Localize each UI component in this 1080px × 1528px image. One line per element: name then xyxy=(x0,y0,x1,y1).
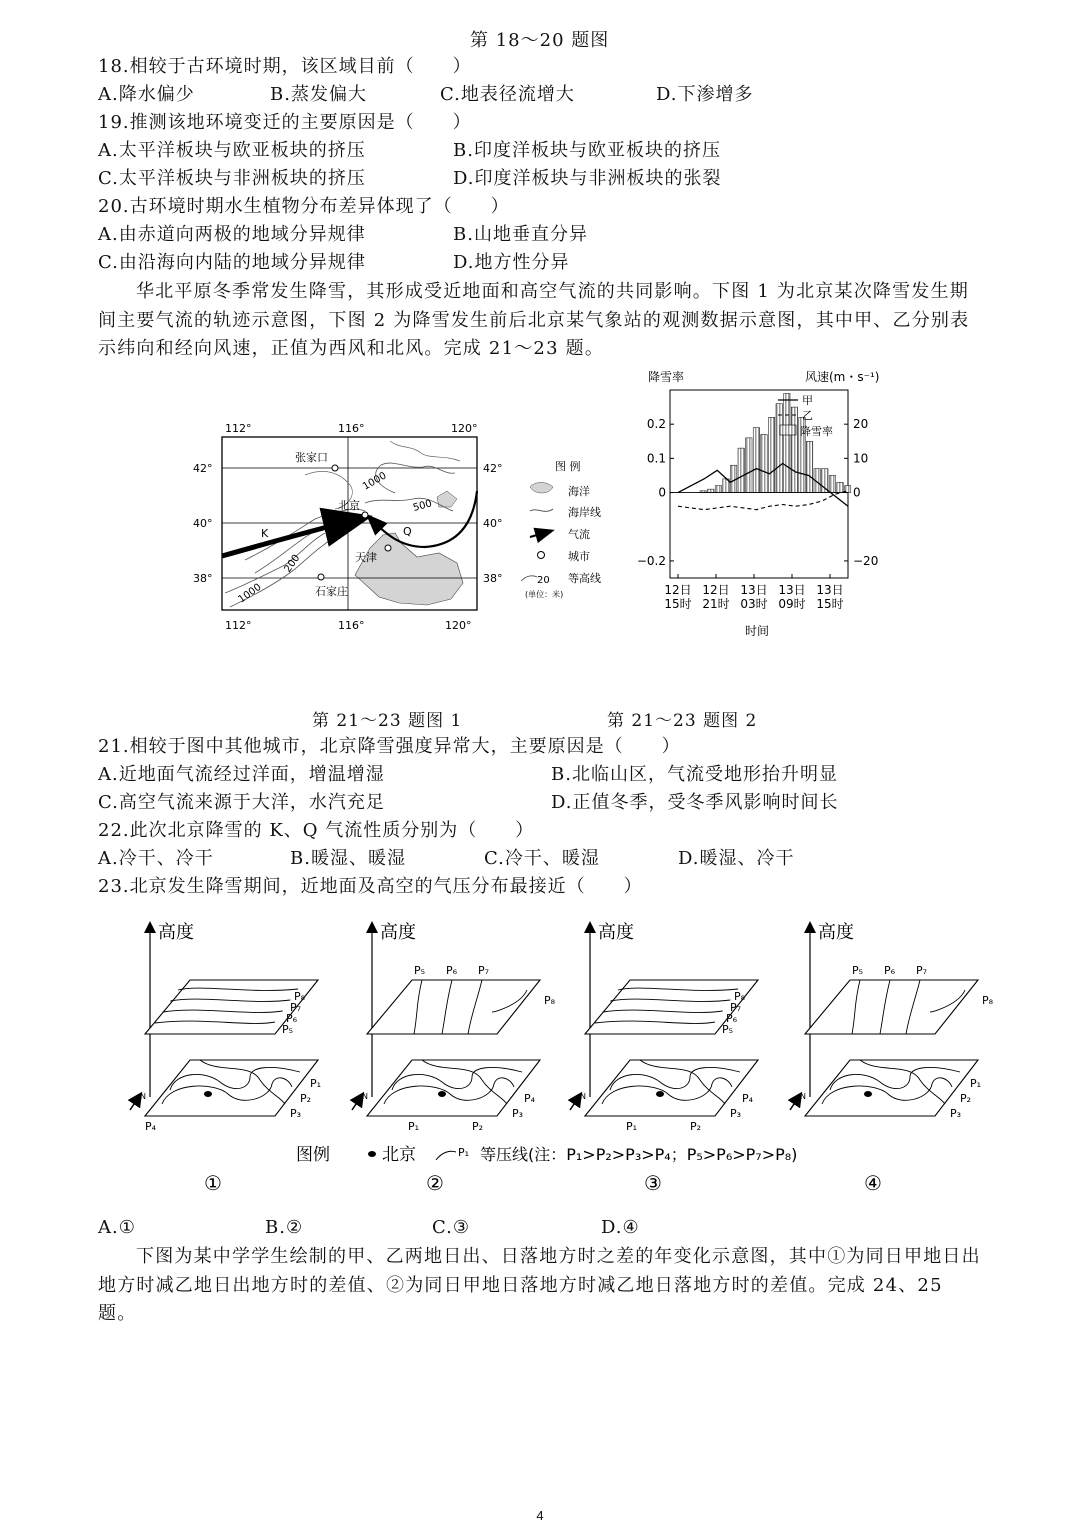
q18-option-a[interactable]: A.降水偏少 xyxy=(98,84,195,105)
isobar-label-p4: P₄ xyxy=(524,1092,536,1105)
snow-rate-bar xyxy=(753,428,759,493)
legend-beijing-marker xyxy=(368,1151,376,1157)
q21-option-b[interactable]: B.北临山区，气流受地形抬升明显 xyxy=(551,764,838,785)
panel-label: ① xyxy=(204,1171,222,1195)
figure-caption-18-20: 第 18～20 题图 xyxy=(470,30,610,51)
chart-x-tick-label: 15时 xyxy=(816,597,844,611)
height-axis-label: 高度 xyxy=(818,922,854,943)
q20-option-b[interactable]: B.山地垂直分异 xyxy=(453,224,588,245)
isobar-label-p6: P₆ xyxy=(726,1012,738,1025)
height-axis-label: 高度 xyxy=(598,922,634,943)
q19-option-b[interactable]: B.印度洋板块与欧亚板块的挤压 xyxy=(453,140,721,161)
lon-label-120-bottom: 120° xyxy=(445,619,472,632)
q22-option-c[interactable]: C.冷干、暖湿 xyxy=(484,848,600,869)
panel-label: ④ xyxy=(864,1171,882,1195)
question-18-stem: 18.相较于古环境时期，该区域目前（ ） xyxy=(98,56,472,77)
chart-x-tick-label: 09时 xyxy=(778,597,806,611)
legend-beijing-label: 北京 xyxy=(382,1145,416,1165)
legend-isobar-note: 等压线(注：P₁>P₂>P₃>P₄；P₅>P₆>P₇>P₈) xyxy=(480,1145,798,1164)
q23-option-a[interactable]: A.① xyxy=(98,1217,136,1238)
airflow-label-Q: Q xyxy=(403,525,412,538)
snow-rate-bar xyxy=(791,407,797,492)
isobar-label-p8: P₈ xyxy=(734,990,746,1003)
city-label-zhangjiakou: 张家口 xyxy=(295,451,328,464)
q22-option-a[interactable]: A.冷干、冷干 xyxy=(98,848,214,869)
city-marker-tianjin xyxy=(385,545,391,551)
chart-left-tick-label: 0.1 xyxy=(646,451,666,466)
pressure-legend xyxy=(296,1145,797,1165)
legend-contour-label: 等高线 xyxy=(568,572,601,585)
contour-label-200: 200 xyxy=(282,552,303,575)
chart-x-axis-title: 时间 xyxy=(745,624,770,638)
lon-label-120-top: 120° xyxy=(451,422,478,435)
snow-rate-bar xyxy=(761,434,767,492)
chart-left-axis-title: 降雪率 xyxy=(648,370,685,384)
lat-label-38-right: 38° xyxy=(483,572,503,585)
figure-caption-2: 第 21～23 题图 2 xyxy=(607,711,758,731)
isobar-label-p3: P₃ xyxy=(512,1107,524,1120)
city-label-beijing: 北京 xyxy=(338,499,360,512)
legend-contour-sample: 20 xyxy=(537,575,550,586)
city-label-shijiazhuang: 石家庄 xyxy=(315,585,348,598)
legend-coastline-swatch xyxy=(530,509,553,511)
isobar-label-p3: P₃ xyxy=(290,1107,302,1120)
legend-ocean-swatch xyxy=(530,483,553,494)
lon-label-116-top: 116° xyxy=(338,422,365,435)
question-19-stem: 19.推测该地环境变迁的主要原因是（ ） xyxy=(98,112,472,133)
isobar-label-p6: P₆ xyxy=(286,1012,298,1025)
chart-right-axis-title: 风速(m・s⁻¹) xyxy=(805,370,880,384)
figure-caption-1: 第 21～23 题图 1 xyxy=(312,711,463,731)
isobar-label-p2: P₂ xyxy=(300,1092,312,1105)
beijing-marker xyxy=(656,1091,664,1097)
pressure-legend-prefix: 图例 xyxy=(296,1145,330,1165)
airflow-label-K: K xyxy=(261,527,269,540)
isobar-label-p8: P₈ xyxy=(544,994,556,1007)
legend-isobar-p1: P₁ xyxy=(458,1146,470,1159)
legend-snow-swatch xyxy=(780,425,796,435)
snow-rate-bar xyxy=(829,475,835,492)
isobar-label-p6: P₆ xyxy=(884,964,896,977)
q23-option-b[interactable]: B.② xyxy=(265,1217,304,1238)
city-marker-zhangjiakou xyxy=(332,465,338,471)
isobar-label-p4: P₄ xyxy=(145,1120,157,1133)
legend-ocean-label: 海洋 xyxy=(568,485,590,498)
pressure-panel-1 xyxy=(130,922,321,1195)
chart-right-tick-label: −20 xyxy=(853,553,879,568)
q19-option-a[interactable]: A.太平洋板块与欧亚板块的挤压 xyxy=(98,140,366,161)
beijing-marker xyxy=(204,1091,212,1097)
map-legend-title: 图 例 xyxy=(555,460,581,473)
isobar-label-p1: P₁ xyxy=(626,1120,638,1133)
q21-option-c[interactable]: C.高空气流来源于大洋，水汽充足 xyxy=(98,792,385,813)
legend-unit-note: (单位：米) xyxy=(525,590,564,599)
chart-x-tick-label: 13日 xyxy=(740,583,768,597)
height-axis-label: 高度 xyxy=(158,922,194,943)
lon-label-112-top: 112° xyxy=(225,422,252,435)
q22-option-b[interactable]: B.暖湿、暖湿 xyxy=(290,848,406,869)
city-marker-beijing xyxy=(362,512,368,518)
snow-rate-bar xyxy=(837,482,843,492)
snow-rate-bar xyxy=(768,417,774,492)
contour-label-1000-a: 1000 xyxy=(361,470,389,493)
q18-option-d[interactable]: D.下渗增多 xyxy=(656,84,754,105)
q21-option-a[interactable]: A.近地面气流经过洋面，增温增湿 xyxy=(98,764,385,785)
isobar-label-p3: P₃ xyxy=(730,1107,742,1120)
north-arrow-label: N xyxy=(140,1092,146,1101)
isobar-label-p1: P₁ xyxy=(970,1077,982,1090)
intro-paragraph-21-23: 华北平原冬季常发生降雪，其形成受近地面和高空气流的共同影响。下图 1 为北京某次降雪发生期间主要气流的轨迹示意图，下图 2 为降雪发生前后北京某气象站的观测数据示意图，其中甲、乙分别表示纬向和经向风速，正值为西风和北风。完成 21～23 题。 xyxy=(98,281,970,359)
isobar-label-p5: P₅ xyxy=(722,1023,734,1036)
snow-rate-bar xyxy=(784,393,790,492)
airflow-trajectory-map xyxy=(185,415,625,640)
q20-option-c[interactable]: C.由沿海向内陆的地域分异规律 xyxy=(98,252,366,273)
page-number: 4 xyxy=(536,1508,544,1523)
isobar-label-p2: P₂ xyxy=(690,1120,702,1133)
chart-x-tick-label: 03时 xyxy=(740,597,768,611)
legend-airflow-label: 气流 xyxy=(568,528,590,541)
chart-x-tick-label: 13日 xyxy=(778,583,806,597)
isobar-label-p8: P₈ xyxy=(982,994,994,1007)
chart-x-tick-label: 15时 xyxy=(664,597,692,611)
contour-label-1000-b: 1000 xyxy=(236,581,264,606)
legend-contour-swatch xyxy=(521,576,537,581)
snowfall-wind-chart xyxy=(620,365,920,645)
pressure-distribution-diagrams xyxy=(100,912,994,1202)
chart-left-tick-label: 0 xyxy=(658,485,666,500)
city-label-tianjin: 天津 xyxy=(355,551,377,564)
contour-label-500: 500 xyxy=(411,498,434,514)
isobar-label-p7: P₇ xyxy=(478,964,490,977)
chart-right-tick-label: 10 xyxy=(853,451,869,466)
isobar-label-p2: P₂ xyxy=(960,1092,972,1105)
isobar-label-p5: P₅ xyxy=(414,964,426,977)
lon-label-116-bottom: 116° xyxy=(338,619,365,632)
north-arrow-label: N xyxy=(362,1092,368,1101)
panel-label: ③ xyxy=(644,1171,662,1195)
isobar-label-p6: P₆ xyxy=(446,964,458,977)
lat-label-42-left: 42° xyxy=(193,462,213,475)
chart-x-tick-label: 12日 xyxy=(664,583,692,597)
q20-option-d[interactable]: D.地方性分异 xyxy=(453,252,570,273)
isobar-label-p1: P₁ xyxy=(408,1120,420,1133)
isobar-label-p3: P₃ xyxy=(950,1107,962,1120)
chart-x-tick-label: 13日 xyxy=(816,583,844,597)
q18-option-b[interactable]: B.蒸发偏大 xyxy=(270,84,367,105)
question-23-stem: 23.北京发生降雪期间，近地面及高空的气压分布最接近（ ） xyxy=(98,876,643,897)
q23-option-d[interactable]: D.④ xyxy=(601,1217,640,1238)
isobar-label-p7: P₇ xyxy=(290,1001,302,1014)
legend-city-marker xyxy=(538,552,545,559)
beijing-marker xyxy=(438,1091,446,1097)
q23-option-c[interactable]: C.③ xyxy=(432,1217,470,1238)
isobar-label-p2: P₂ xyxy=(472,1120,484,1133)
series-yi-line xyxy=(678,491,848,510)
snow-rate-bar xyxy=(776,404,782,493)
legend-city-label: 城市 xyxy=(568,550,590,563)
chart-left-tick-label: −0.2 xyxy=(636,553,666,568)
isobar-label-p7: P₇ xyxy=(916,964,928,977)
isobar-label-p5: P₅ xyxy=(852,964,864,977)
snow-rate-bar xyxy=(806,441,812,492)
lat-label-38-left: 38° xyxy=(193,572,213,585)
isobar-label-p5: P₅ xyxy=(282,1023,294,1036)
snow-rate-bar xyxy=(746,438,752,493)
north-arrow-label: N xyxy=(580,1092,586,1101)
legend-airflow-arrow xyxy=(530,531,551,537)
isobar-label-p8: P₈ xyxy=(294,990,306,1003)
question-22-stem: 22.此次北京降雪的 K、Q 气流性质分别为（ ） xyxy=(98,820,535,841)
legend-snow-label: 降雪率 xyxy=(800,425,833,438)
beijing-marker xyxy=(864,1091,872,1097)
intro-paragraph-24-25: 下图为某中学学生绘制的甲、乙两地日出、日落地方时之差的年变化示意图，其中①为同日甲地日出地方时减乙地日出地方时的差值、②为同日甲地日落地方时减乙地日落地方时的差值。完成 24、25 题。 xyxy=(98,1246,981,1324)
legend-yi-label: 乙 xyxy=(802,409,813,422)
height-axis-label: 高度 xyxy=(380,922,416,943)
lat-label-40-left: 40° xyxy=(193,517,213,530)
snow-rate-bar xyxy=(738,448,744,492)
pressure-panel-4 xyxy=(790,922,994,1195)
q22-option-d[interactable]: D.暖湿、冷干 xyxy=(678,848,795,869)
legend-jia-label: 甲 xyxy=(802,394,813,407)
chart-right-tick-label: 20 xyxy=(853,417,869,432)
legend-coastline-label: 海岸线 xyxy=(568,506,601,519)
lat-label-42-right: 42° xyxy=(483,462,503,475)
chart-x-tick-label: 21时 xyxy=(702,597,730,611)
q19-option-d[interactable]: D.印度洋板块与非洲板块的张裂 xyxy=(453,168,722,189)
city-marker-shijiazhuang xyxy=(318,574,324,580)
question-21-stem: 21.相较于图中其他城市，北京降雪强度异常大，主要原因是（ ） xyxy=(98,736,681,757)
q21-option-d[interactable]: D.正值冬季，受冬季风影响时间长 xyxy=(551,792,839,813)
chart-x-tick-label: 12日 xyxy=(702,583,730,597)
q18-option-c[interactable]: C.地表径流增大 xyxy=(440,84,575,105)
q20-option-a[interactable]: A.由赤道向两极的地域分异规律 xyxy=(98,224,366,245)
lon-label-112-bottom: 112° xyxy=(225,619,252,632)
north-arrow-label: N xyxy=(800,1092,806,1101)
lat-label-40-right: 40° xyxy=(483,517,503,530)
chart-right-tick-label: 0 xyxy=(853,485,861,500)
isobar-label-p7: P₇ xyxy=(730,1001,742,1014)
panel-label: ② xyxy=(426,1171,444,1195)
snow-rate-bar xyxy=(708,489,714,492)
snow-rate-bar xyxy=(715,486,721,493)
question-20-stem: 20.古环境时期水生植物分布差异体现了（ ） xyxy=(98,196,510,217)
chart-left-tick-label: 0.2 xyxy=(646,417,666,432)
q19-option-c[interactable]: C.太平洋板块与非洲板块的挤压 xyxy=(98,168,366,189)
isobar-label-p1: P₁ xyxy=(310,1077,322,1090)
isobar-label-p4: P₄ xyxy=(742,1092,754,1105)
